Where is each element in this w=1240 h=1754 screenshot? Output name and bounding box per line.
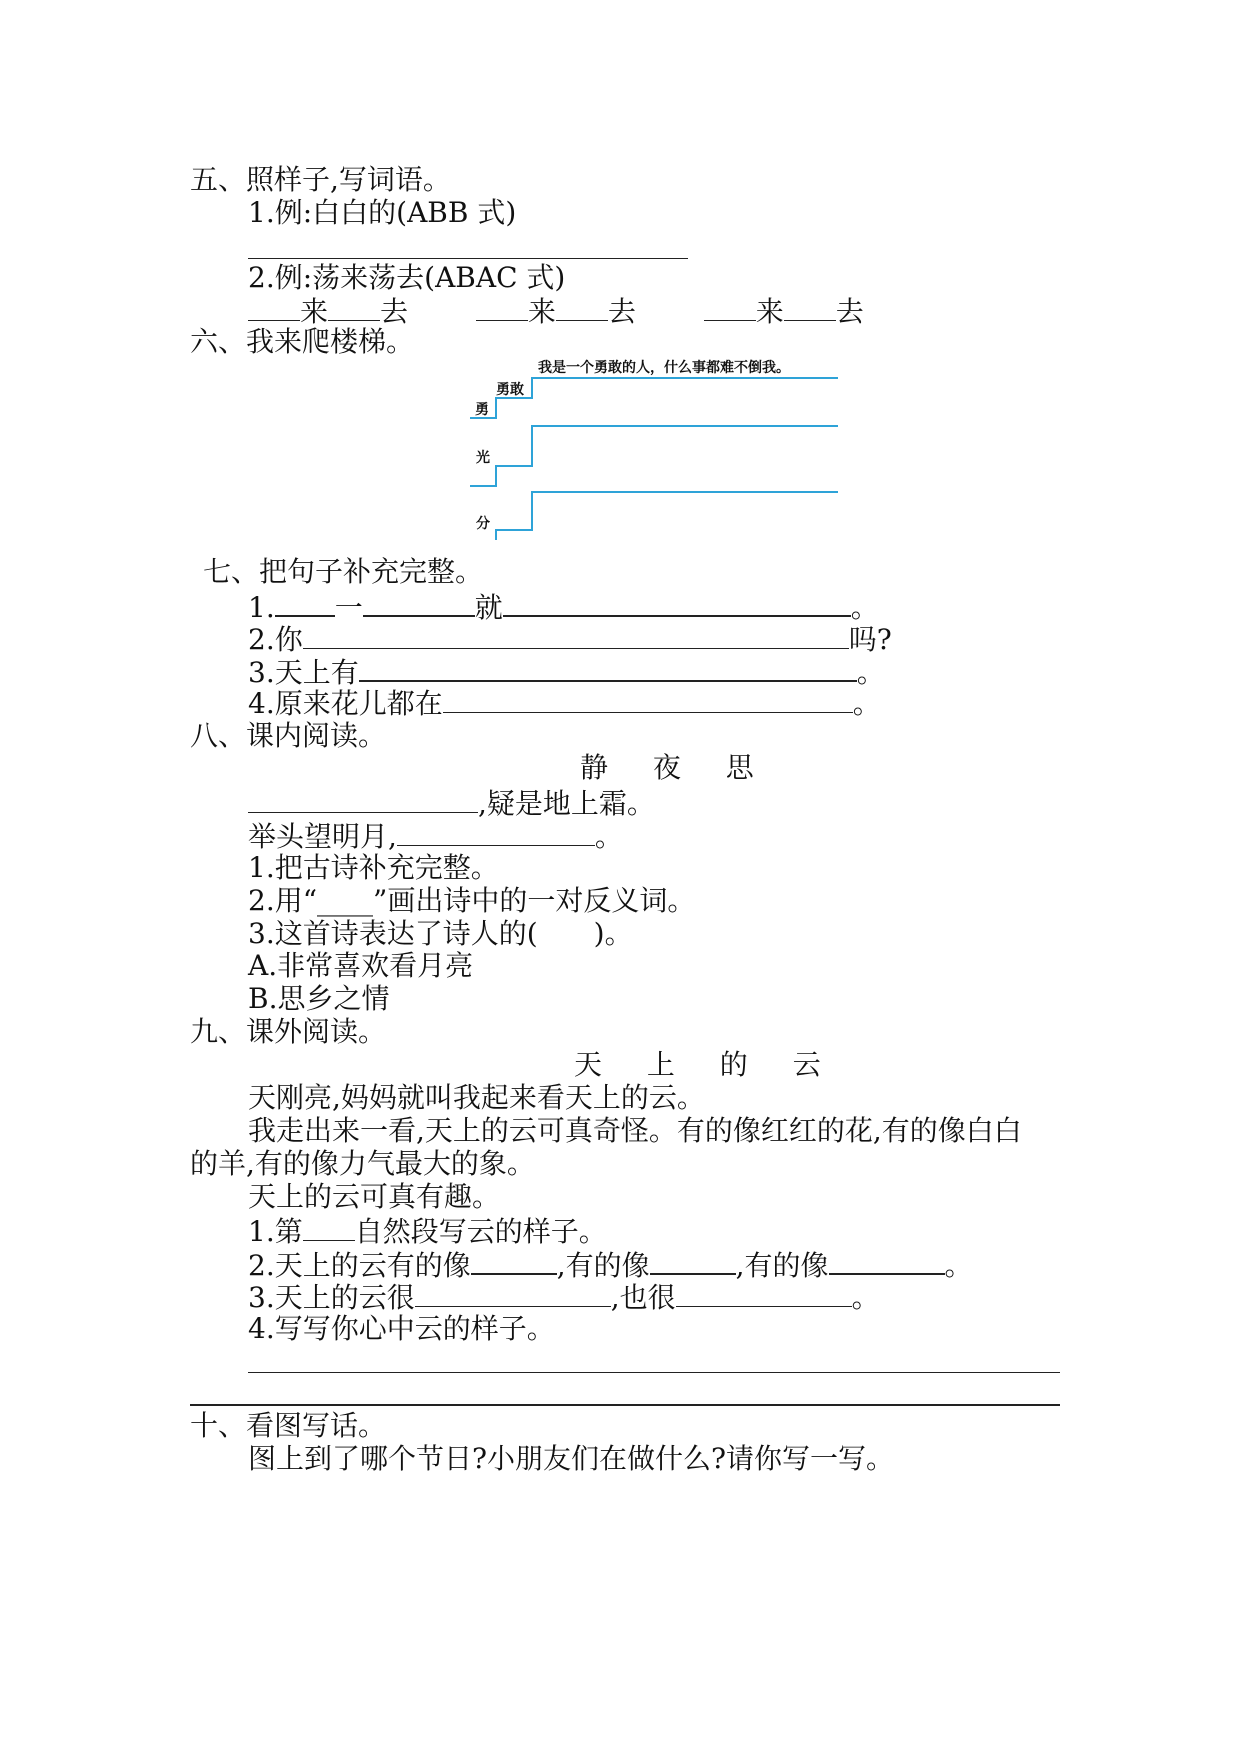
section-7-heading: 七、把句子补充完整。 [203, 555, 484, 588]
option-a[interactable]: A.非常喜欢看月亮 [248, 949, 474, 982]
question-text: ,也很 [610, 1281, 676, 1314]
question-text: ,有的像 [735, 1249, 829, 1282]
word-lai: 来 [300, 295, 329, 328]
passage-paragraph-1: 天刚亮,妈妈就叫我起来看天上的云。 [248, 1081, 705, 1114]
answer-blank[interactable] [650, 1247, 736, 1275]
passage-paragraph-2: 我走出来一看,天上的云可真奇怪。有的像红红的花,有的像白白 [248, 1114, 1022, 1147]
poem-text: 举头望明月, [248, 820, 397, 853]
period: 。 [944, 1249, 973, 1282]
word-qu: 去 [835, 295, 864, 328]
answer-blank[interactable] [275, 589, 335, 617]
word-lai: 来 [527, 295, 556, 328]
answer-blank[interactable] [784, 294, 836, 321]
question-text: 3.天上有 [248, 656, 359, 689]
poem-line-2 [248, 819, 623, 853]
section-7-question-2 [248, 622, 892, 656]
question-text: 3.天上的云很 [248, 1281, 415, 1314]
stair-1 [470, 378, 838, 418]
period: 。 [850, 591, 879, 624]
word-jiu: 就 [474, 591, 503, 624]
section-7-question-4 [248, 686, 881, 720]
section-8-question-1: 1.把古诗补充完整。 [248, 851, 499, 884]
poem-title: 静 夜 思 [580, 751, 772, 784]
answer-blank[interactable] [248, 294, 300, 321]
question-text: 4.原来花儿都在 [248, 687, 443, 720]
section-9-question-4: 4.写写你心中云的样子。 [248, 1312, 555, 1345]
section-9-heading: 九、课外阅读。 [190, 1015, 387, 1048]
answer-blank[interactable] [397, 819, 595, 846]
answer-blank[interactable] [303, 1214, 355, 1241]
stair-label-fen: 分 [476, 516, 490, 532]
word-qu: 去 [380, 295, 409, 328]
question-end: 吗? [848, 623, 892, 656]
answer-blank[interactable] [676, 1280, 852, 1307]
section-10-heading: 十、看图写话。 [190, 1409, 387, 1442]
stair-3 [470, 492, 838, 540]
period: 。 [852, 687, 881, 720]
period: 。 [851, 1281, 880, 1314]
passage-title: 天 上 的 云 [574, 1048, 839, 1081]
stair-2 [470, 426, 838, 486]
question-text: 2.天上的云有的像 [248, 1249, 471, 1282]
stair-top-sentence: 我是一个勇敢的人，什么事都难不倒我。 [538, 360, 790, 376]
question-text: 自然段写云的样子。 [354, 1215, 607, 1248]
stair-label-yong: 勇 [475, 402, 489, 418]
section-7-question-1 [248, 589, 879, 624]
section-7-question-3 [248, 654, 885, 689]
answer-blank[interactable] [704, 294, 756, 321]
word-lai: 来 [755, 295, 784, 328]
answer-blank[interactable] [415, 1280, 611, 1307]
answer-blank[interactable] [829, 1247, 945, 1275]
section-9-question-1 [248, 1214, 607, 1248]
section-8-question-2: 2.用“____”画出诗中的一对反义词。 [248, 884, 696, 917]
abac-answer-row [248, 294, 864, 328]
answer-line[interactable] [248, 1372, 1060, 1373]
question-number: 1. [248, 591, 275, 624]
section-8-question-3: 3.这首诗表达了诗人的( )。 [248, 917, 633, 950]
answer-blank[interactable] [471, 1247, 557, 1275]
section-5-question-1: 1.例:白白的(ABB 式) [248, 196, 517, 229]
answer-blank[interactable] [476, 294, 528, 321]
question-text: 1.第 [248, 1215, 303, 1248]
period: 。 [856, 656, 885, 689]
period: 。 [594, 820, 623, 853]
question-text: ,有的像 [556, 1249, 650, 1282]
answer-blank[interactable] [503, 589, 851, 617]
stair-label-guang: 光 [476, 450, 490, 466]
section-5-question-2: 2.例:荡来荡去(ABAC 式) [248, 261, 566, 294]
passage-paragraph-3: 天上的云可真有趣。 [248, 1180, 501, 1213]
answer-blank[interactable] [328, 294, 380, 321]
poem-text: ,疑是地上霜。 [478, 787, 655, 820]
section-9-question-2 [248, 1247, 973, 1282]
answer-line[interactable] [248, 258, 688, 259]
word-yi: 一 [334, 591, 363, 624]
question-text: 2.你 [248, 623, 303, 656]
passage-paragraph-2-cont: 的羊,有的像力气最大的象。 [190, 1147, 535, 1180]
answer-blank[interactable] [443, 686, 853, 713]
answer-line[interactable] [190, 1404, 1060, 1406]
section-8-heading: 八、课内阅读。 [190, 719, 387, 752]
answer-blank[interactable] [303, 622, 849, 649]
word-qu: 去 [607, 295, 636, 328]
answer-blank[interactable] [248, 786, 478, 813]
section-9-question-3 [248, 1280, 880, 1314]
option-b[interactable]: B.思乡之情 [248, 982, 390, 1015]
section-6-heading: 六、我来爬楼梯。 [190, 325, 415, 358]
section-5-heading: 五、照样子,写词语。 [190, 163, 451, 196]
answer-blank[interactable] [359, 654, 857, 682]
stair-label-yonggan: 勇敢 [496, 382, 524, 398]
answer-blank[interactable] [556, 294, 608, 321]
section-10-prompt: 图上到了哪个节日?小朋友们在做什么?请你写一写。 [248, 1442, 895, 1475]
poem-line-1 [248, 786, 655, 820]
answer-blank[interactable] [363, 589, 475, 617]
